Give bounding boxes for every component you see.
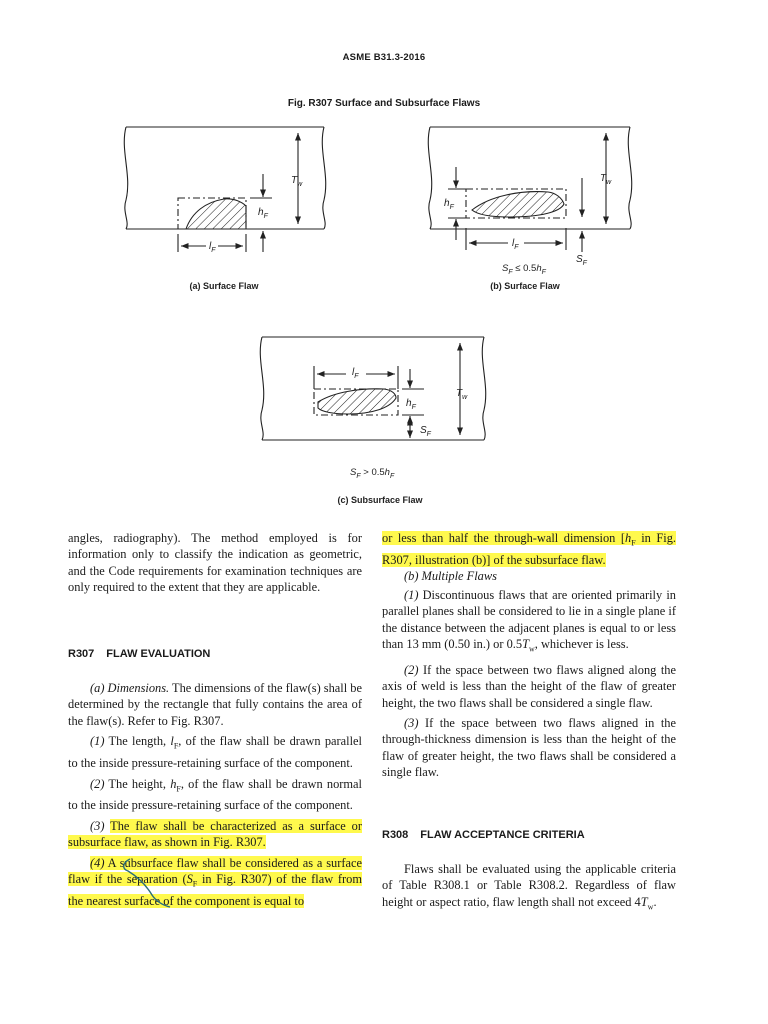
condition-c: $S_F > 0.5h_F$ [350, 467, 395, 480]
diagram-c [260, 337, 485, 440]
paragraph-a-dimensions: (a) Dimensions. The dimensions of the flaw(s) shall be determined by the rectangle that fully contains the area of the flaw(s). Refer to Fig. R307. [68, 681, 362, 728]
paragraph-a3: (3) The flaw shall be characterized as a surface or subsurface flaw, as shown in Fig. R307. [68, 818, 363, 850]
diagram-c-labels [350, 367, 468, 480]
paragraph-b3: (3) If the space between two flaws aligned in the through-thickness dimension is less than the height of the flaw of greater height, the two flaws shall be considered a single flaw. [382, 716, 676, 780]
paragraph-r308: Flaws shall be evaluated using the applicable criteria of Table R308.1 or Table R308.2. Regardless of flaw height or aspect ratio, flaw length shall not exceed $4T_w$. [382, 862, 676, 912]
section-heading-r307: R307 FLAW EVALUATION [68, 647, 211, 660]
svg-text:lF: $l_F$ [352, 367, 359, 380]
paragraph-continuation: angles, radiography). The method employed is for information only to classify the indication as geometric, and the Code requirements for examination techniques are only required to the extent that they are applicable. [68, 531, 362, 595]
svg-text:Tw: $T_w$ [291, 175, 303, 188]
paragraph-a4-continuation: or less than half the through-wall dimension [$h_F$ in Fig. R307, illustration (b)] of the subsurface flaw. [382, 531, 676, 567]
svg-text:hF: $h_F$ [406, 398, 416, 411]
svg-text:lF: $l_F$ [512, 238, 519, 251]
left-column [68, 530, 362, 909]
pen-annotation [92, 855, 202, 905]
paragraph-a2: (2) The height, $h_F$, of the flaw shall be drawn normal to the inside pressure-retaining surface of the component. [68, 776, 363, 813]
paragraph-b-heading: (b) Multiple Flaws [404, 569, 497, 584]
condition-b: $S_F \le 0.5h_F$ [502, 263, 546, 276]
diagram-a [124, 127, 325, 252]
paragraph-a4: (4) A subsurface flaw shall be considered as a surface flaw if the separation ($S_F$ in Fig. R307) of the flaw from the nearest surface of the component is equal to [68, 855, 362, 908]
section-heading-r308: R308 FLAW ACCEPTANCE CRITERIA [382, 828, 585, 841]
figure-title: Fig. R307 Surface and Subsurface Flaws [287, 98, 481, 109]
diagram-b [428, 127, 631, 252]
svg-text:SF: $S_F$ [420, 425, 431, 438]
svg-text:hF: $h_F$ [258, 207, 268, 220]
caption-c: (c) Subsurface Flaw [337, 495, 423, 505]
running-head: ASME B31.3-2016 [342, 52, 426, 63]
highlight: The flaw shall be characterized as a surface or subsurface flaw, as shown in Fig. R307. [68, 818, 363, 850]
svg-text:hF: $h_F$ [444, 198, 454, 211]
svg-text:Tw: $T_w$ [456, 388, 468, 401]
caption-a: (a) Surface Flaw [189, 281, 259, 291]
caption-b: (b) Surface Flaw [490, 281, 560, 291]
paragraph-b1: (1) Discontinuous flaws that are oriented primarily in parallel planes shall be considered to lie in a single plane if the distance between the adjacent planes is equal to or less than 13 mm (0.50 in.) or $0.5T_w$, whichever is less. [382, 587, 676, 654]
svg-text:Tw: $T_w$ [600, 173, 612, 186]
svg-text:SF: $S_F$ [576, 254, 587, 267]
right-column [382, 530, 676, 916]
paragraph-a1: (1) The length, $l_F$, of the flaw shall be drawn parallel to the inside pressure-retaining surface of the component. [68, 734, 362, 771]
svg-text:lF: $l_F$ [209, 241, 216, 254]
paragraph-b2: (2) If the space between two flaws aligned along the axis of weld is less than the height of the flaw of greater height, the two flaws shall be considered a single flaw. [382, 662, 676, 710]
